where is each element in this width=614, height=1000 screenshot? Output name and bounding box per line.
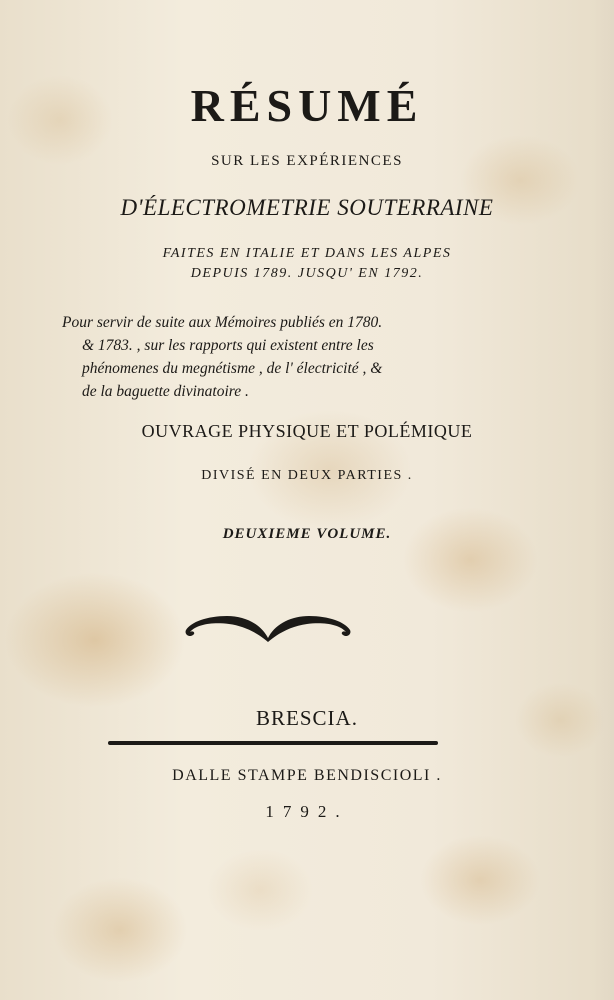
imprint-printer: DALLE STAMPE BENDISCIOLI .	[172, 767, 442, 784]
description-line-3: phénomenes du megnétisme , de l' électricité , &	[82, 360, 383, 377]
description-line-1: Pour servir de suite aux Mémoires publiés en 1780.	[62, 314, 383, 331]
book-title: RÉSUMÉ	[190, 80, 424, 131]
division-note: DIVISÉ EN DEUX PARTIES .	[201, 468, 413, 483]
place-line-1: FAITES EN ITALIE ET DANS LES ALPES	[162, 246, 452, 261]
work-type: OUVRAGE PHYSIQUE ET POLÉMIQUE	[141, 421, 473, 441]
place-line-2: DEPUIS 1789. JUSQU' EN 1792.	[190, 266, 424, 281]
description-line-4: de la baguette divinatoire .	[82, 383, 249, 400]
subtitle-line-1: SUR LES EXPÉRIENCES	[211, 153, 403, 169]
subtitle-line-2: D'ÉLECTROMETRIE SOUTERRAINE	[120, 195, 494, 220]
imprint-city: BRESCIA.	[256, 706, 358, 730]
description-line-2: & 1783. , sur les rapports qui existent entre les	[82, 337, 374, 354]
description-paragraph	[62, 311, 492, 403]
mustache-ornament-icon	[183, 608, 353, 648]
imprint-year: 1792.	[265, 802, 349, 821]
volume-label: DEUXIEME VOLUME.	[222, 526, 392, 542]
imprint-rule	[108, 741, 438, 745]
